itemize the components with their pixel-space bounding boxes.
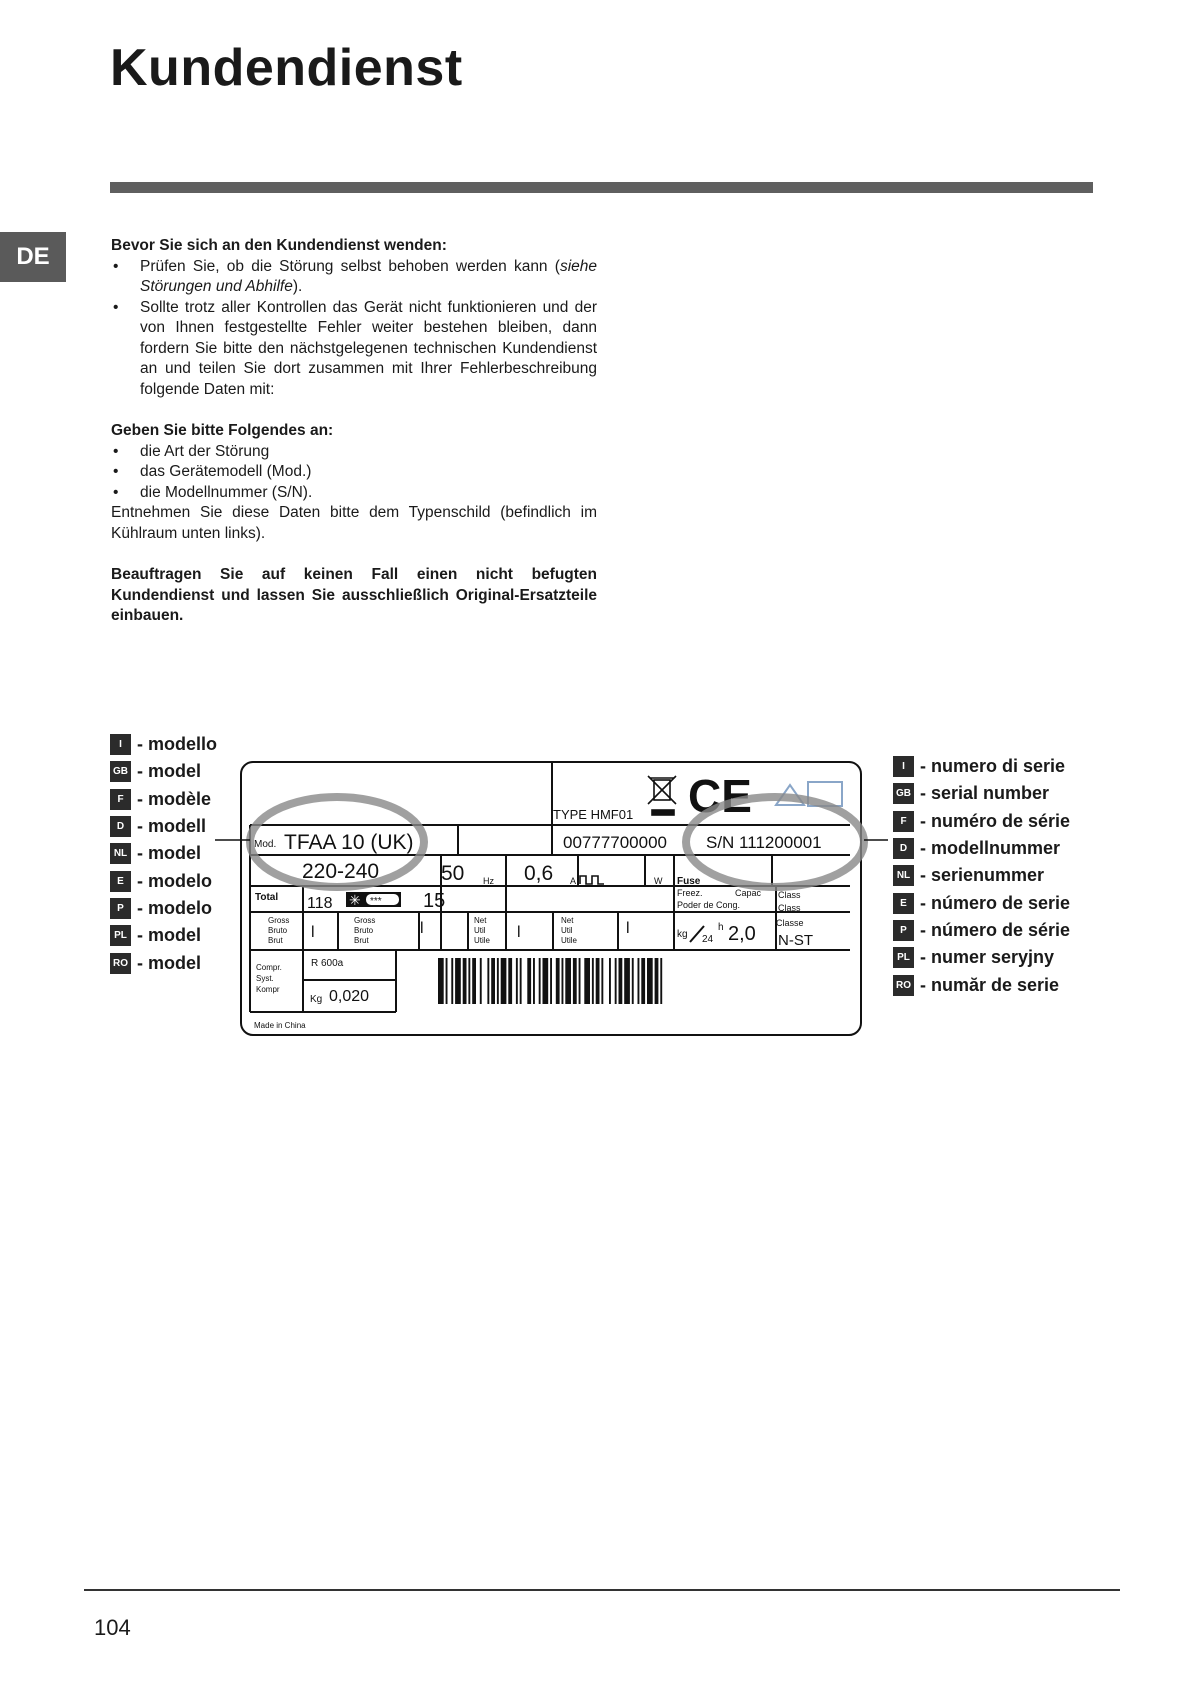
legend-label: - modell [137, 816, 207, 837]
snowflake-icon: ✳ [349, 892, 361, 908]
plate-liter-3: l [517, 924, 521, 941]
plate-total-value: 118 [307, 895, 333, 912]
plate-net-1: Net [474, 916, 487, 925]
plate-watt: W [654, 876, 663, 886]
plate-serial-number: S/N 111200001 [706, 833, 822, 852]
barcode-bar [472, 958, 476, 1004]
plate-capac: Capac [735, 888, 762, 898]
country-badge: NL [110, 843, 131, 864]
barcode-bar [660, 958, 662, 1004]
barcode-bar [446, 958, 448, 1004]
country-badge: GB [110, 761, 131, 782]
plate-refrigerant: R 600a [311, 958, 344, 969]
barcode [438, 958, 662, 1004]
plate-gross-b2: Bruto [354, 926, 374, 935]
barcode-bar [624, 958, 630, 1004]
plate-stars: *** [370, 896, 382, 907]
plate-gross-b1: Gross [354, 916, 376, 925]
barcode-bar [609, 958, 611, 1004]
plate-fuse: Fuse [677, 876, 701, 887]
plate-class-1: Class [778, 890, 801, 900]
legend-label: - número de série [920, 919, 1071, 940]
country-badge: E [110, 871, 131, 892]
rating-plate-note: Entnehmen Sie diese Daten bitte dem Typenschild (befindlich im Kühlraum unten links). [111, 504, 597, 542]
barcode-bar [501, 958, 507, 1004]
barcode-bar [641, 958, 645, 1004]
legend-label: - serienummer [920, 865, 1045, 886]
list-item: • Sollte trotz aller Kontrollen das Gerät nicht funktionieren und der von Ihnen festgestellte Fehler weiter bestehen bleiben, dann fordern Sie bitte den nächstgelegenen technischen Kundendienst an und teilen Sie dort zusammen mit Ihrer Fehlerbeschreibung folgende Daten mit: [111, 298, 597, 401]
barcode-bar [579, 958, 581, 1004]
barcode-bar [562, 958, 564, 1004]
plate-compr-2: Syst. [256, 974, 274, 983]
legend-label: - numéro de série [920, 810, 1071, 831]
footer-rule [84, 1589, 1120, 1591]
plate-classe: Classe [776, 918, 804, 928]
barcode-bar [565, 958, 571, 1004]
barcode-bar [463, 958, 467, 1004]
plate-code: 00777700000 [563, 833, 668, 852]
plate-net-b1: Net [561, 916, 574, 925]
list-item: • das Gerätemodell (Mod.) [111, 462, 597, 483]
legend-label: - număr de serie [920, 974, 1060, 995]
country-badge: E [893, 893, 914, 914]
barcode-bar [480, 958, 482, 1004]
plate-current: 0,6 [524, 862, 554, 885]
plate-net-2: Util [474, 926, 486, 935]
barcode-bar [508, 958, 512, 1004]
plate-liter-4: l [626, 920, 630, 937]
plate-climate-class: N-ST [778, 932, 813, 949]
barcode-bar [550, 958, 552, 1004]
barcode-bar [468, 958, 470, 1004]
before-contact-heading: Bevor Sie sich an den Kundendienst wenden: [111, 237, 447, 254]
barcode-bar [592, 958, 594, 1004]
legend-label: - número de serie [920, 892, 1071, 913]
legend-label: - modèle [137, 788, 212, 809]
barcode-bar [539, 958, 541, 1004]
barcode-bar [647, 958, 653, 1004]
legend-label: - numero di serie [920, 756, 1066, 777]
barcode-bar [491, 958, 495, 1004]
list-item: • die Modellnummer (S/N). [111, 483, 597, 504]
weee-bin-icon [648, 776, 676, 815]
country-badge: F [110, 789, 131, 810]
plate-voltage: 220-240 [302, 860, 380, 883]
country-badge: F [893, 811, 914, 832]
barcode-bar [584, 958, 590, 1004]
troubleshooting-reference: siehe Störungen und Abhilfe [140, 257, 597, 295]
plate-freezer-value: 15 [423, 890, 446, 912]
barcode-bar [632, 958, 634, 1004]
legend-label: - modelo [137, 897, 212, 918]
barcode-bar [533, 958, 535, 1004]
language-tab: DE [0, 232, 66, 282]
country-badge: I [893, 756, 914, 777]
barcode-bar [520, 958, 522, 1004]
legend-label: - numer seryjny [920, 947, 1055, 968]
country-badge: GB [893, 783, 914, 804]
plate-gross-1: Gross [268, 916, 290, 925]
barcode-bar [438, 958, 444, 1004]
plate-poder: Poder de Cong. [677, 900, 741, 910]
plate-type: TYPE HMF01 [553, 807, 634, 822]
legend-label: - modello [137, 734, 217, 755]
plate-class-2: Class [778, 903, 801, 913]
plate-liter-2: l [420, 920, 424, 937]
barcode-bar [497, 958, 499, 1004]
country-badge: PL [893, 947, 914, 968]
barcode-bar [543, 958, 549, 1004]
plate-made-in: Made in China [254, 1021, 306, 1030]
barcode-bar [516, 958, 518, 1004]
barcode-bar [455, 958, 461, 1004]
plate-freez: Freez. [677, 888, 703, 898]
legend-label: - model [137, 761, 202, 782]
plate-gross-2: Bruto [268, 926, 288, 935]
plate-liter-1: l [311, 924, 315, 941]
page-number: 104 [94, 1615, 131, 1640]
plate-total-label: Total [255, 892, 279, 903]
plate-24: 24 [702, 934, 714, 945]
plate-compr-1: Compr. [256, 963, 282, 972]
plate-compr-3: Kompr [256, 985, 280, 994]
country-badge: NL [893, 865, 914, 886]
country-badge: D [110, 816, 131, 837]
barcode-bar [655, 958, 659, 1004]
bullet1-end: ). [292, 278, 303, 295]
plate-hz: Hz [483, 876, 494, 886]
plate-gross-3: Brut [268, 936, 283, 945]
plate-kg-label: Kg [310, 994, 323, 1005]
barcode-bar [615, 958, 617, 1004]
legend-label: - model [137, 843, 202, 864]
plate-gross-b3: Brut [354, 936, 369, 945]
plate-frequency: 50 [441, 862, 465, 885]
country-badge: PL [110, 925, 131, 946]
country-badge: D [893, 838, 914, 859]
barcode-bar [556, 958, 560, 1004]
plate-model-value: TFAA 10 (UK) [284, 831, 414, 854]
barcode-bar [573, 958, 577, 1004]
legend-label: - modellnummer [920, 838, 1061, 859]
plate-net-3: Utile [474, 936, 491, 945]
plate-amp: A [570, 876, 577, 886]
bullet1-text: Prüfen Sie, ob die Störung selbst behoben werden kann ( [140, 257, 560, 275]
plate-kg: kg [677, 929, 688, 940]
plate-capacity-value: 2,0 [728, 923, 756, 945]
barcode-bar [619, 958, 623, 1004]
legend-label: - model [137, 952, 202, 973]
barcode-bar [596, 958, 600, 1004]
plate-mod-label: Mod. [254, 839, 277, 850]
country-badge: I [110, 734, 131, 755]
legend-label: - model [137, 925, 202, 946]
country-badge: P [110, 898, 131, 919]
barcode-bar [638, 958, 640, 1004]
plate-wave-icon [580, 876, 604, 884]
barcode-bar [527, 958, 531, 1004]
plate-net-b3: Utile [561, 936, 578, 945]
ce-mark-icon: CE [688, 770, 752, 822]
barcode-bar [487, 958, 489, 1004]
barcode-bar [451, 958, 453, 1004]
plate-h: h [718, 922, 724, 933]
legend-label: - serial number [920, 783, 1050, 804]
country-badge: RO [110, 953, 131, 974]
country-badge: RO [893, 975, 914, 996]
page-title: Kundendienst [110, 39, 463, 97]
list-item: • die Art der Störung [111, 442, 597, 463]
plate-net-b2: Util [561, 926, 573, 935]
legend-label: - modelo [137, 870, 212, 891]
warning-text: Beauftragen Sie auf keinen Fall einen nicht befugten Kundendienst und lassen Sie ausschließlich Original-Ersatzteile einbauen. [111, 566, 597, 624]
country-badge: P [893, 920, 914, 941]
barcode-bar [601, 958, 603, 1004]
plate-charge: 0,020 [329, 988, 370, 1005]
provide-heading: Geben Sie bitte Folgendes an: [111, 422, 334, 439]
